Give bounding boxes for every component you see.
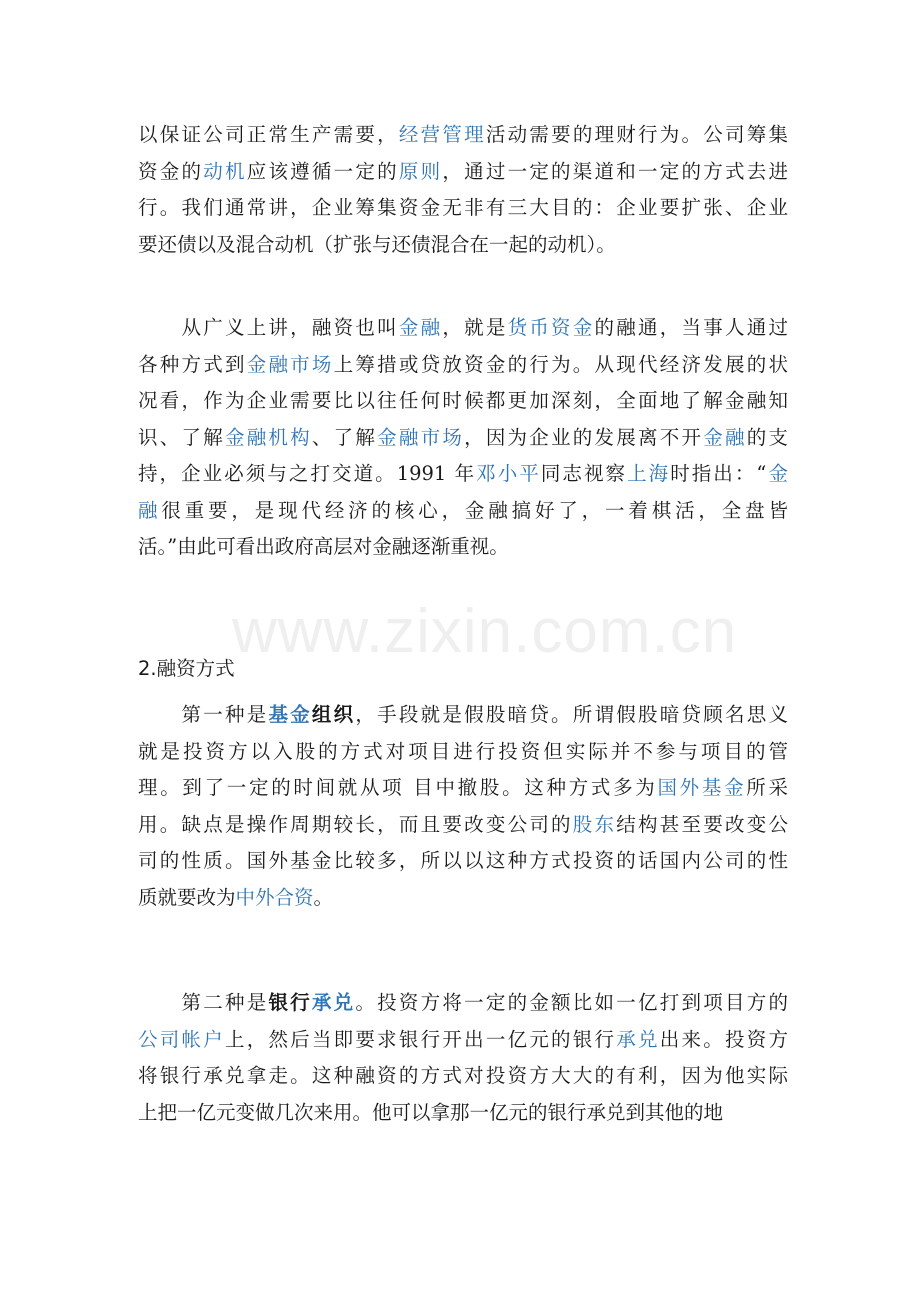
body-text: 时指出：“: [670, 462, 767, 485]
text-line: [138, 770, 788, 807]
body-text: 要还债以及混合动机（扩张与还债混合在一起的动机）。: [138, 232, 616, 256]
paragraph-method-fund: [138, 697, 788, 916]
body-text: 行。我们通常讲，企业筹集资金无非有三大目的：企业要扩张、企业: [138, 196, 788, 219]
body-text: 上筹措或贷放资金的行为。从现代经济发展的状: [333, 352, 788, 376]
text-line: [138, 383, 788, 420]
text-line: [138, 807, 788, 844]
body-text: 理。到了一定的时间就从项 目中撤股。这种方式多为: [138, 776, 658, 799]
body-text: 上把一亿元变做几次来用。他可以拿那一亿元的银行承兑到其他的地: [138, 1100, 724, 1124]
term-link[interactable]: 原则: [398, 159, 443, 183]
text-line: [138, 880, 788, 917]
text-line: [138, 456, 788, 493]
text-line: [138, 117, 788, 154]
text-line: [138, 985, 788, 1022]
term-link[interactable]: 货币资金: [507, 316, 595, 339]
body-text: 同志视察: [540, 462, 628, 485]
body-text: 上，然后当即要求银行开出一亿元的银行: [224, 1027, 617, 1051]
body-text: 从广义上讲，融资也叫: [138, 316, 399, 339]
body-text: 用。缺点是操作周期较长，而且要改变公司的: [138, 812, 573, 836]
term-link[interactable]: 动机: [203, 159, 247, 183]
body-text: 识、了解: [138, 425, 225, 449]
term-link[interactable]: 股东: [572, 812, 617, 836]
bold-text: 银行: [268, 991, 312, 1014]
text-line: [138, 1058, 788, 1095]
text-line: [138, 1095, 788, 1132]
term-link-bold[interactable]: 基金: [268, 703, 312, 726]
body-text: 各种方式到: [138, 352, 247, 376]
text-line: [138, 843, 788, 880]
text-line: [138, 734, 788, 771]
body-text: ，通过一定的渠道和一定的方式去进: [442, 159, 788, 183]
term-link[interactable]: 公司帐户: [138, 1027, 225, 1051]
body-text: ，就是: [442, 316, 508, 339]
term-link[interactable]: 上海: [627, 462, 671, 485]
body-text: 。投资方将一定的金额比如一亿打到项目方的: [355, 991, 788, 1014]
body-text: 、了解: [311, 425, 378, 449]
section-heading: 2.融资方式: [138, 657, 235, 680]
body-text: 所采: [746, 776, 788, 799]
body-text: 结构甚至要改变公: [616, 812, 788, 836]
body-text: 以保证公司正常生产需要，: [138, 123, 399, 146]
text-line: [138, 154, 788, 191]
watermark: www.zixin.com.cn: [232, 597, 738, 666]
term-link[interactable]: 融: [138, 498, 162, 522]
body-text: 第一种是: [138, 703, 269, 726]
text-line: [138, 420, 788, 457]
term-link[interactable]: 中外合资: [235, 885, 314, 909]
body-text: 况看，作为企业需要比以往任何时候都更加深刻，全面地了解金融知: [138, 389, 788, 412]
term-link[interactable]: 承兑: [616, 1027, 660, 1051]
body-text: 出来。投资方: [659, 1027, 788, 1051]
term-link[interactable]: 金: [766, 462, 788, 485]
text-line: [138, 697, 788, 734]
body-text: 持，企业必须与之打交道。1991 年: [138, 462, 477, 485]
bold-text: 组织: [311, 703, 356, 726]
body-text: 资金的: [138, 159, 204, 183]
term-link[interactable]: 金融市场: [246, 352, 334, 376]
body-text: ，因为企业的发展离不开: [464, 425, 704, 449]
term-link[interactable]: 金融机构: [224, 425, 312, 449]
body-text: 将银行承兑拿走。这种融资的方式对投资方大大的有利，因为他实际: [138, 1064, 788, 1087]
text-line: [138, 1022, 788, 1059]
text-line: [138, 310, 788, 347]
body-text: 的融通，当事人通过: [594, 316, 788, 339]
body-text: 应该遵循一定的: [246, 159, 399, 183]
term-link[interactable]: 国外基金: [657, 776, 747, 799]
body-text: 的支: [746, 425, 788, 449]
body-text: 第二种是: [138, 991, 269, 1014]
body-text: 活。”由此可看出政府高层对金融逐渐重视。: [138, 535, 509, 558]
paragraph-purpose: [138, 117, 788, 263]
body-text: 司的性质。国外基金比较多，所以以这种方式投资的话国内公司的性: [138, 849, 788, 872]
body-text: 很重要，是现代经济的核心，金融搞好了，一着棋活，全盘皆: [161, 498, 788, 522]
body-text: 质就要改为: [138, 885, 236, 909]
text-line: [138, 529, 788, 566]
paragraph-method-bank-acceptance: [138, 985, 788, 1131]
body-text: 。: [313, 885, 334, 909]
term-link[interactable]: 金融市场: [377, 425, 465, 449]
term-link-bold[interactable]: 承兑: [311, 991, 356, 1014]
body-text: 就是投资方以入股的方式对项目进行投资但实际并不参与项目的管: [138, 739, 788, 763]
term-link[interactable]: 经营管理: [398, 123, 486, 146]
term-link[interactable]: 金融: [398, 316, 443, 339]
body-text: 活动需要的理财行为。公司筹集: [485, 123, 788, 146]
term-link[interactable]: 金融: [703, 425, 747, 449]
text-line: [138, 190, 788, 227]
body-text: ，手段就是假股暗贷。所谓假股暗贷顾名思义: [355, 703, 788, 726]
paragraph-financing-definition: [138, 310, 788, 566]
term-link[interactable]: 邓小平: [476, 462, 541, 485]
text-line: [138, 227, 788, 264]
text-line: [138, 347, 788, 384]
text-line: [138, 493, 788, 530]
